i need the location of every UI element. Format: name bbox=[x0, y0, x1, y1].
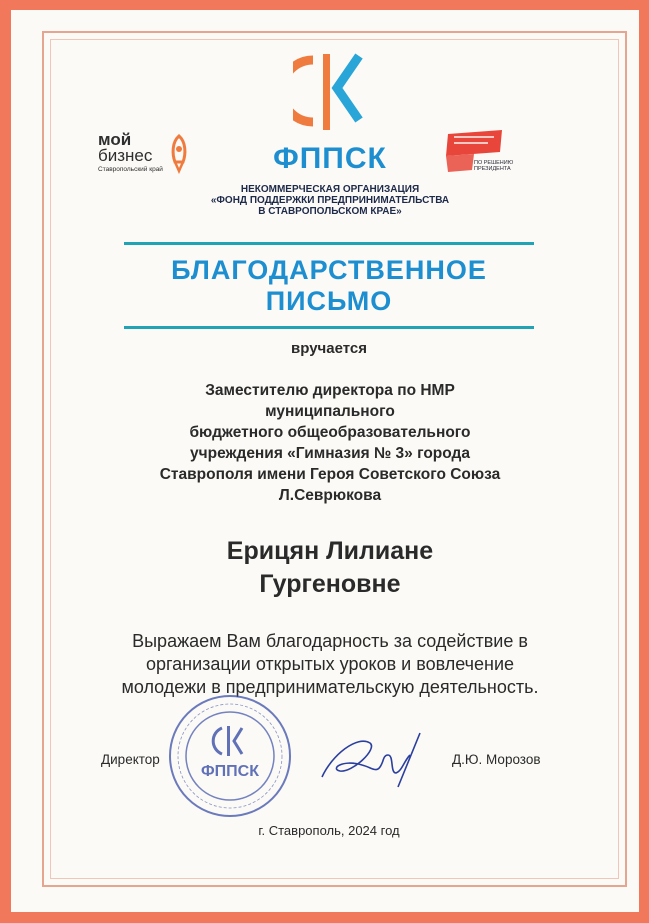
moi-biznes-word1: мой bbox=[98, 130, 132, 149]
national-projects-caption1: ПО РЕШЕНИЮ bbox=[474, 160, 514, 166]
organization-short-name: ФППСК bbox=[273, 142, 387, 175]
national-projects-caption2: ПРЕЗИДЕНТА bbox=[474, 166, 511, 172]
document-title-line1: БЛАГОДАРСТВЕННОЕ bbox=[171, 255, 487, 285]
handwritten-signature bbox=[312, 725, 432, 795]
moi-biznes-region: Ставропольский край bbox=[98, 166, 163, 173]
moi-biznes-word2: бизнес bbox=[98, 146, 153, 165]
title-rule-top bbox=[124, 242, 534, 245]
organization-full-name: НЕКОММЕРЧЕСКАЯ ОРГАНИЗАЦИЯ «ФОНД ПОДДЕРЖКИ ПРЕДПРИНИМАТЕЛЬСТВА В СТАВРОПОЛЬСКОМ КРАЕ» bbox=[210, 184, 450, 217]
awarded-label: вручается bbox=[291, 340, 367, 357]
rocket-icon bbox=[166, 134, 192, 174]
fppsk-logo-icon bbox=[293, 50, 365, 132]
document-title-line2: ПИСЬМО bbox=[265, 286, 393, 316]
official-stamp bbox=[166, 692, 294, 820]
signatory-title: Директор bbox=[101, 752, 160, 767]
stamp-text: ФППСК bbox=[201, 763, 259, 780]
recipient-name: Ерицян Лилиане Гургеновне bbox=[226, 537, 434, 598]
recipient-role: Заместителю директора по НМР муниципального бюджетного общеобразовательного учреждения «Гимназия № 3» города Ставрополя имени Героя Советского Союза Л.Севрюкова bbox=[159, 382, 501, 504]
gratitude-text: Выражаем Вам благодарность за содействие в организации открытых уроков и вовлечение молодежи в предпринимательскую деятельность. bbox=[121, 631, 539, 697]
signatory-name: Д.Ю. Морозов bbox=[452, 752, 541, 767]
title-rule-bottom bbox=[124, 326, 534, 329]
place-and-date: г. Ставрополь, 2024 год bbox=[258, 823, 400, 838]
